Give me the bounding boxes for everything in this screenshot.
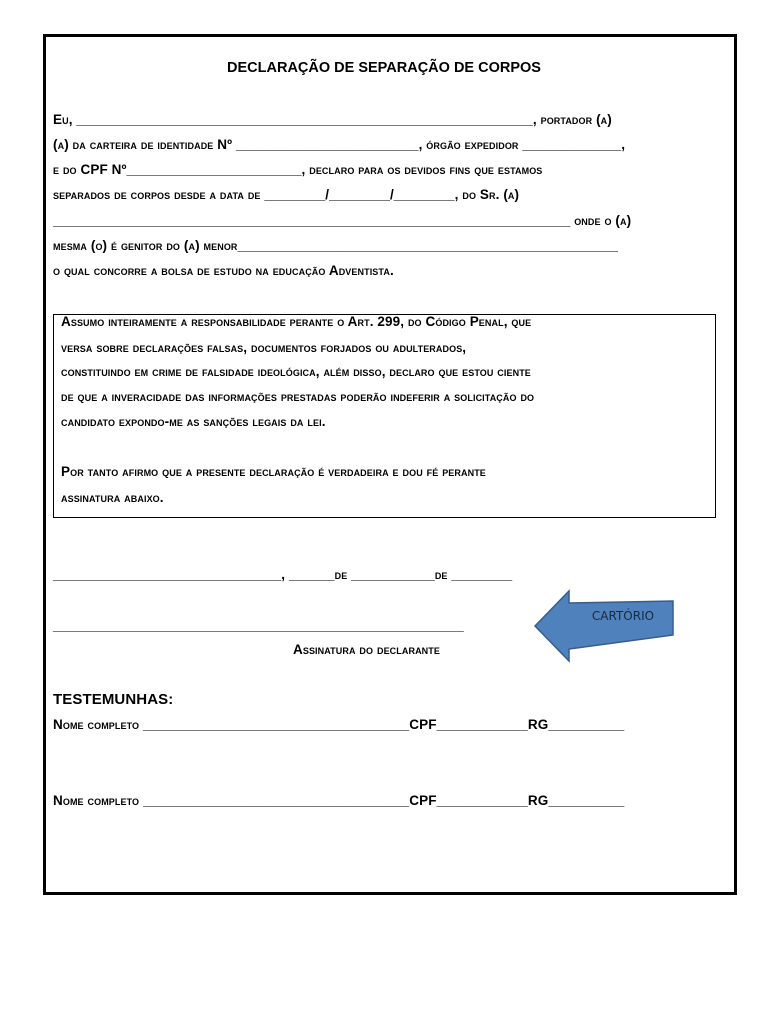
box-line-5: candidato expondo-me as sanções legais da lei. <box>61 414 326 429</box>
separation-date-line: separados de corpos desde a data de ________/________/________, do Sr. (a) <box>53 187 520 202</box>
document-title: DECLARAÇÃO DE SEPARAÇÃO DE CORPOS <box>227 60 541 76</box>
signature-label: Assinatura do declarante <box>293 642 440 657</box>
left-arrow-icon <box>533 589 675 663</box>
cartorio-arrow <box>533 589 675 663</box>
spouse-name-line: ____________________________________________________________________ onde o (a) <box>53 213 632 228</box>
declarant-name-line: Eu, ____________________________________________________________, portador (a) <box>53 112 612 127</box>
witness-1-line: Nome completo ___________________________________CPF____________RG__________ <box>53 717 625 732</box>
place-date-line: ______________________________, ______de ___________de ________ <box>53 567 513 582</box>
witness-2-line: Nome completo ___________________________________CPF____________RG__________ <box>53 793 625 808</box>
box-line-1: Assumo inteiramente a responsabilidade perante o Art. 299, do Código Penal, que <box>61 314 532 329</box>
box-line-4: de que a inveracidade das informações prestadas poderão indeferir a solicitação do <box>61 389 535 404</box>
cartorio-label: CARTÓRIO <box>591 609 655 623</box>
cpf-line: e do CPF Nº_______________________, declaro para os devidos fins que estamos <box>53 162 543 177</box>
scholarship-line: o qual concorre a bolsa de estudo na educação Adventista. <box>53 263 394 278</box>
box-line-3: constituindo em crime de falsidade ideológica, além disso, declaro que estou ciente <box>61 364 531 379</box>
signature-line: ______________________________________________________ <box>53 618 464 633</box>
box-line-2: versa sobre declarações falsas, documentos forjados ou adulterados, <box>61 340 467 355</box>
witnesses-title: TESTEMUNHAS: <box>53 691 174 708</box>
box-line-7: assinatura abaixo. <box>61 490 164 505</box>
minor-name-line: mesma (o) é genitor do (a) menor__________________________________________________ <box>53 238 618 253</box>
identity-card-line: (a) da carteira de identidade Nº ________________________, órgão expedidor _____________, <box>53 137 626 152</box>
arrow-shape <box>535 591 673 661</box>
box-line-6: Por tanto afirmo que a presente declaração é verdadeira e dou fé perante <box>61 464 486 479</box>
